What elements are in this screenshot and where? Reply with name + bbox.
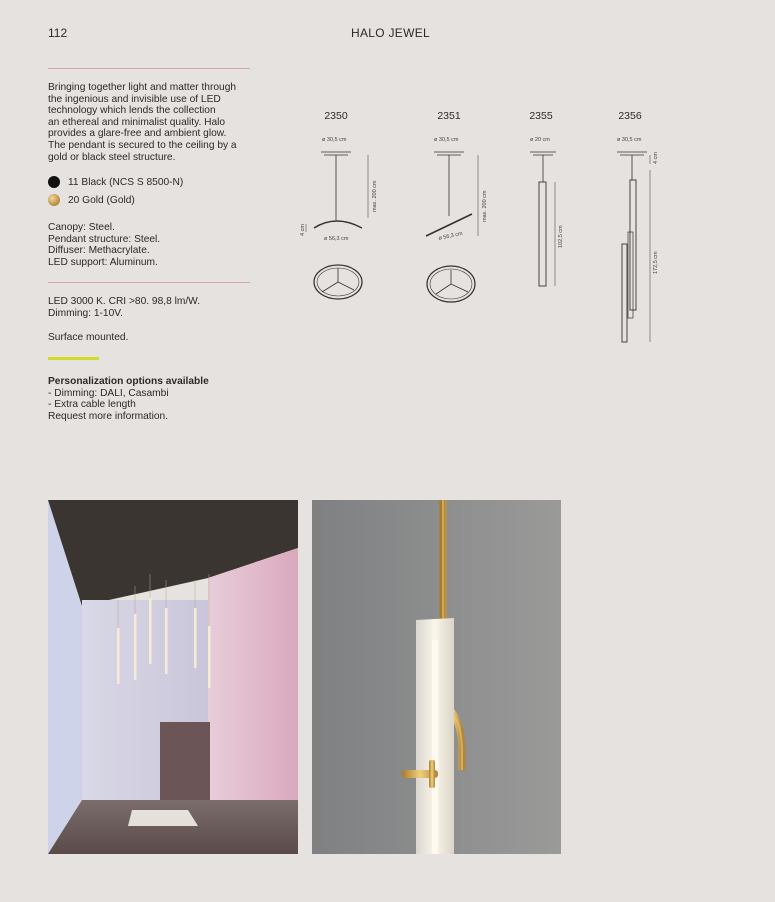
model-code-2355: 2355 — [529, 110, 553, 122]
intro-line: technology which lends the collection — [48, 105, 216, 117]
intro-line: provides a glare-free and ambient glow. — [48, 128, 227, 140]
intro-line: Bringing together light and matter through — [48, 82, 237, 93]
cable-dimension: max. 200 cm — [482, 190, 488, 222]
height-dimension: 102,5 cm — [558, 225, 564, 248]
top-dimension: 4 cm — [653, 152, 659, 164]
diameter-dimension: ø 56,3 cm — [324, 236, 349, 242]
material-line: Pendant structure: Steel. — [48, 233, 161, 245]
personalization-heading: Personalization options available — [48, 376, 209, 387]
material-line: Canopy: Steel. — [48, 222, 115, 233]
diameter-dimension: ø 56,3 cm — [438, 230, 464, 242]
canopy-dimension: ø 30,5 cm — [434, 137, 459, 143]
drawing-2350 — [306, 152, 368, 299]
drawing-2351 — [426, 152, 478, 302]
canopy-dimension: ø 20 cm — [530, 137, 550, 143]
intro-line: an ethereal and minimalist quality. Halo — [48, 116, 226, 128]
personalization-line: - Extra cable length — [48, 399, 136, 411]
spec-line: LED 3000 K. CRI >80. 98,8 lm/W. — [48, 296, 201, 307]
material-line: Diffuser: Methacrylate. — [48, 245, 150, 257]
spec-line: Dimming: 1-10V. — [48, 307, 123, 319]
intro-line: the ingenious and invisible use of LED — [48, 93, 221, 105]
height-dimension: 4 cm — [300, 224, 306, 236]
material-line: LED support: Aluminum. — [48, 256, 158, 268]
drawing-2355 — [530, 152, 556, 286]
model-code-2356: 2356 — [618, 110, 642, 122]
personalization-line: Request more information. — [48, 410, 169, 422]
personalization-line: - Dimming: DALI, Casambi — [48, 387, 169, 399]
model-code-2350: 2350 — [324, 110, 348, 122]
cable-dimension: max. 200 cm — [372, 180, 378, 212]
detail-photo — [312, 500, 561, 854]
page-title: HALO JEWEL — [351, 26, 431, 40]
finish-label: 11 Black (NCS S 8500-N) — [68, 176, 184, 188]
interior-photo — [48, 500, 298, 854]
canopy-dimension: ø 30,5 cm — [322, 137, 347, 143]
model-code-2351: 2351 — [437, 110, 461, 122]
drawing-2356 — [617, 152, 650, 342]
finish-label: 20 Gold (Gold) — [68, 194, 135, 206]
canopy-dimension: ø 30,5 cm — [617, 137, 642, 143]
intro-line: The pendant is secured to the ceiling by a — [48, 139, 237, 151]
mounting-text: Surface mounted. — [48, 332, 129, 343]
page-number: 112 — [48, 26, 68, 40]
height-dimension: 172,5 cm — [653, 251, 659, 274]
intro-line: gold or black steel structure. — [48, 151, 176, 163]
